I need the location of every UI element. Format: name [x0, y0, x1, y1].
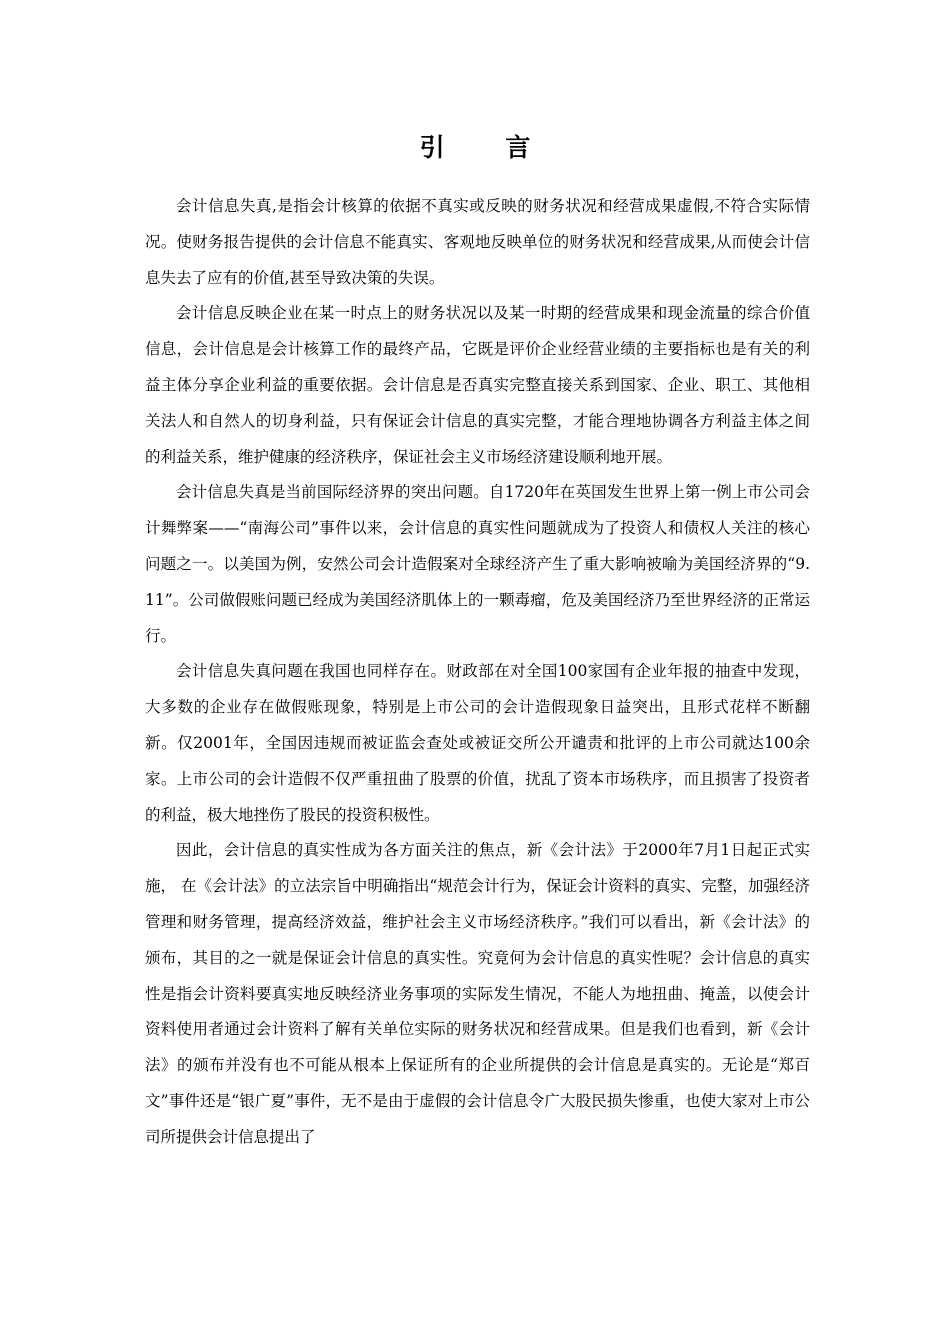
paragraph-3: 会计信息失真是当前国际经济界的突出问题。自1720年在英国发生世界上第一例上市公司会计舞弊案——“南海公司”事件以来，会计信息的真实性问题就成为了投资人和债权人关注的核心问题之一。以美国为例，安然公司会计造假案对全球经济产生了重大影响被喻为美国经济界的“9.11”。公司做假账问题已经成为美国经济肌体上的一颗毒瘤，危及美国经济乃至世界经济的正常运行。 — [145, 483, 810, 645]
paragraph-4: 会计信息失真问题在我国也同样存在。财政部在对全国100家国有企业年报的抽查中发现，大多数的企业存在做假账现象，特别是上市公司的会计造假现象日益突出，且形式花样不断翻新。仅2001年，全国因违规而被证监会查处或被证交所公开谴责和批评的上市公司就达100余家。上市公司的会计造假不仅严重扭曲了股票的价值，扰乱了资本市场秩序，而且损害了投资者的利益，极大地挫伤了股民的投资积极性。 — [145, 662, 810, 824]
page-title: 引 言 — [419, 133, 557, 162]
paragraph-5: 因此，会计信息的真实性成为各方面关注的焦点，新《会计法》于2000年7月1日起正式实施， 在《会计法》的立法宗旨中明确指出“规范会计行为，保证会计资料的真实、完整，加强经济管理和财务管理，提高经济效益，维护社会主义市场经济秩序。”我们可以看出，新《会计法》的颁布，其目的之一就是保证会计信息的真实性。究竟何为会计信息的真实性呢？会计信息的真实性是指会计资料要真实地反映经济业务事项的实际发生情况，不能人为地扭曲、掩盖，以使会计资料使用者通过会计资料了解有关单位实际的财务状况和经营成果。但是我们也看到，新《会计法》的颁布并没有也不可能从根本上保证所有的企业所提供的会计信息是真实的。无论是“郑百文”事件还是“银广夏”事件，无不是由于虚假的会计信息令广大股民损失惨重，也使大家对上市公司所提供会计信息提出了 — [145, 841, 810, 1146]
paragraph-1: 会计信息失真,是指会计核算的依据不真实或反映的财务状况和经营成果虚假,不符合实际情况。使财务报告提供的会计信息不能真实、客观地反映单位的财务状况和经营成果,从而使会计信息失去了应有的价值,甚至导致决策的失误。 — [145, 197, 810, 287]
body-text — [145, 189, 810, 1156]
paragraph-2: 会计信息反映企业在某一时点上的财务状况以及某一时期的经营成果和现金流量的综合价值信息，会计信息是会计核算工作的最终产品，它既是评价企业经营业绩的主要指标也是有关的利益主体分享企业利益的重要依据。会计信息是否真实完整直接关系到国家、企业、职工、其他相关法人和自然人的切身利益，只有保证会计信息的真实完整，才能合理地协调各方利益主体之间的利益关系，维护健康的经济秩序，保证社会主义市场经济建设顺利地开展。 — [145, 304, 810, 466]
